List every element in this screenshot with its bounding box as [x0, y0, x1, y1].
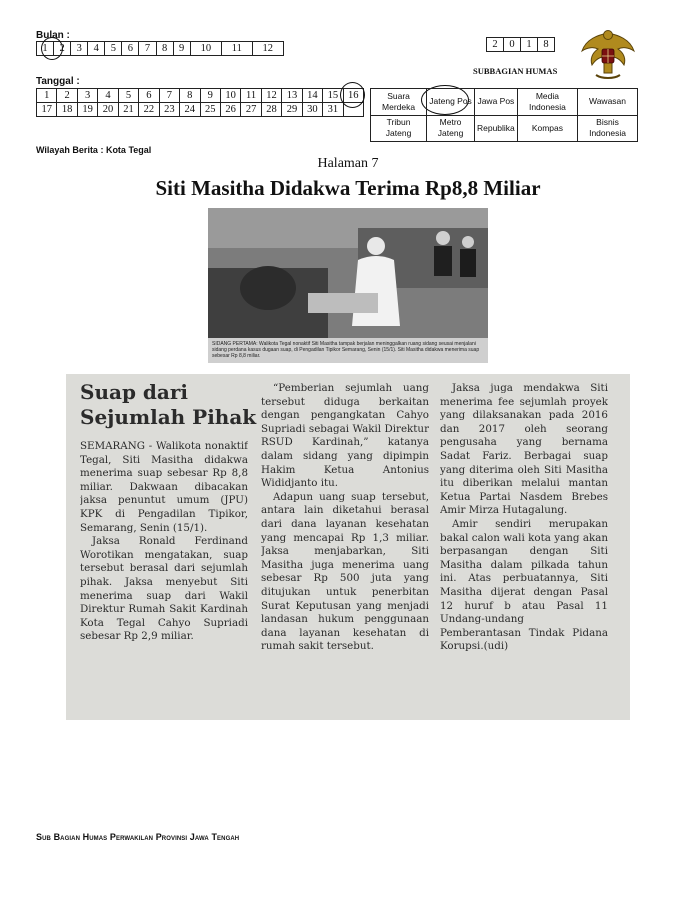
- date-cell: 23: [159, 103, 179, 117]
- date-cell: 24: [180, 103, 200, 117]
- newspaper-cell: Kompas: [517, 115, 577, 142]
- col1-paragraph-2: Jaksa Ronald Ferdinand Worotikan mengatakan, suap tersebut berasal dari sejumlah pihak. Jaksa menyebut Siti menerima suap dari Wakil Direktur Rumah Sakit Kardinah Kota Tegal Cahyo Supriadi sebesar Rp 2,9 miliar.: [80, 535, 248, 643]
- date-cell: 26: [220, 103, 240, 117]
- newspaper-cell: Wawasan: [578, 89, 638, 116]
- date-cell: 31: [323, 103, 343, 117]
- year-digit-cell: 2: [487, 38, 504, 52]
- article-headline: Siti Masitha Didakwa Terima Rp8,8 Miliar: [155, 176, 541, 200]
- col3-paragraph-2: Amir sendiri merupakan bakal calon wali kota yang akan berpasangan dengan Siti Masitha dalam pilkada tahun ini. Atas perbuatannya, Siti Masitha dijerat dengan Pasal 12 huruf b atau Pasal 11 Undang-undang Pemberantasan Tindak Pidana Korupsi.(udi): [440, 517, 608, 653]
- article-column-3: [440, 382, 608, 712]
- month-cell: 12: [252, 42, 283, 56]
- date-cell: 20: [98, 103, 118, 117]
- photo-caption: SIDANG PERTAMA: Walikota Tegal nonaktif Siti Masitha tampak berjalan meninggalkan ruang sidang seusai menjalani sidang perdana kasus dugaan suap, di Pengadilan Tipikor Semarang, Senin (15/1). Siti Masitha didakwa menerima suap sebesar Rp 8,8 miliar.: [208, 338, 488, 363]
- date-cell: 10: [220, 89, 240, 103]
- year-digit-cell: 0: [504, 38, 521, 52]
- newspaper-grid: [370, 88, 638, 142]
- month-cell: 3: [71, 42, 88, 56]
- newspaper-cell: Media Indonesia: [517, 89, 577, 116]
- date-selection-circle: [340, 82, 365, 108]
- newspaper-cell: Jawa Pos: [474, 89, 517, 116]
- date-cell: 17: [37, 103, 57, 117]
- col1-paragraph-1: SEMARANG - Walikota nonaktif Tegal, Siti Masitha didakwa menerima suap sebesar Rp 8,8 miliar. Dakwaan dibacakan jaksa penuntut umum (JPU) KPK di Pengadilan Tipikor, Semarang, Senin (15/1).: [80, 440, 248, 534]
- date-cell: 13: [282, 89, 302, 103]
- tanggal-label: Tanggal :: [36, 76, 80, 87]
- clip-title: Suap dari Sejumlah Pihak: [80, 380, 257, 429]
- garuda-emblem: [578, 25, 638, 85]
- newspaper-cell: Bisnis Indonesia: [578, 115, 638, 142]
- date-cell: 12: [261, 89, 281, 103]
- date-cell: 18: [57, 103, 77, 117]
- date-cell: 15: [323, 89, 343, 103]
- date-cell: 2: [57, 89, 77, 103]
- month-cell: 6: [122, 42, 139, 56]
- date-cell: 11: [241, 89, 261, 103]
- month-grid: [36, 41, 284, 56]
- month-cell: 8: [156, 42, 173, 56]
- date-cell: 8: [180, 89, 200, 103]
- page-number: Halaman 7: [317, 156, 379, 171]
- date-cell: 25: [200, 103, 220, 117]
- month-cell: 4: [88, 42, 105, 56]
- article-column-2: [261, 382, 429, 712]
- photo-scene: [208, 208, 488, 338]
- date-cell: 14: [302, 89, 322, 103]
- bulan-label: Bulan :: [36, 30, 70, 41]
- date-cell: 16: [343, 89, 363, 103]
- newspaper-cell: Tribun Jateng: [371, 115, 427, 142]
- article-column-1: [80, 440, 248, 712]
- date-cell: 1: [37, 89, 57, 103]
- newspaper-cell: Suara Merdeka: [371, 89, 427, 116]
- footer-unit: Sub Bagian Humas Perwakilan Provinsi Jawa Tengah: [36, 832, 240, 842]
- month-selection-circle: [41, 37, 63, 60]
- date-cell: 21: [118, 103, 138, 117]
- date-cell: 19: [77, 103, 97, 117]
- newspaper-cell: Metro Jateng: [427, 115, 475, 142]
- date-cell: 4: [98, 89, 118, 103]
- month-cell: 7: [139, 42, 156, 56]
- wilayah-berita: Wilayah Berita : Kota Tegal: [36, 145, 152, 155]
- date-cell: 7: [159, 89, 179, 103]
- date-cell: 28: [261, 103, 281, 117]
- month-cell: 9: [173, 42, 190, 56]
- col2-paragraph-1: “Pemberian sejumlah uang tersebut diduga berkaitan dengan pengangkatan Cahyo Supriadi sebagai Wakil Direktur RSUD Kardinah,” katanya dalam sidang yang dipimpin Hakim Ketua Antonius Wididjanto itu.: [261, 382, 429, 490]
- date-grid: [36, 88, 364, 117]
- date-cell: 30: [302, 103, 322, 117]
- subbagian-humas-label: SUBBAGIAN HUMAS: [473, 66, 558, 76]
- year-box: [486, 37, 555, 52]
- date-cell: 9: [200, 89, 220, 103]
- date-cell: 29: [282, 103, 302, 117]
- col2-paragraph-2: Adapun uang suap tersebut, antara lain diketahui berasal dari dana layanan kesehatan yang mencapai Rp 1,3 miliar. Jaksa menjabarkan, Siti Masitha juga menerima uang sebesar Rp 500 juta yang ditujukan untuk penerbitan Surat Keputusan yang menjadi landasan hukum penggunaan dana layanan kesehatan di rumah sakit tersebut.: [261, 490, 429, 653]
- date-cell: 27: [241, 103, 261, 117]
- month-cell: 11: [222, 42, 252, 56]
- newspaper-cell: Republika: [474, 115, 517, 142]
- month-cell: 10: [190, 42, 221, 56]
- date-cell: 22: [139, 103, 159, 117]
- month-cell: 5: [105, 42, 122, 56]
- month-cell: 2: [54, 42, 71, 56]
- year-digit-cell: 1: [521, 38, 538, 52]
- newspaper-cell: Jateng Pos: [427, 89, 475, 116]
- month-cell: 1: [37, 42, 54, 56]
- date-cell: 6: [139, 89, 159, 103]
- date-cell: 3: [77, 89, 97, 103]
- year-digit-cell: 8: [538, 38, 555, 52]
- col3-paragraph-1: Jaksa juga mendakwa Siti menerima fee sejumlah proyek yang dilaksanakan pada 2016 dan 2017 oleh seorang pengusaha yang bernama Sadat Fariz. Berbagai suap yang diterima oleh Siti Masitha itu diberikan melalui mantan Ketua Partai Nasdem Brebes Amir Mirza Hutagalung.: [440, 382, 608, 517]
- date-cell: 5: [118, 89, 138, 103]
